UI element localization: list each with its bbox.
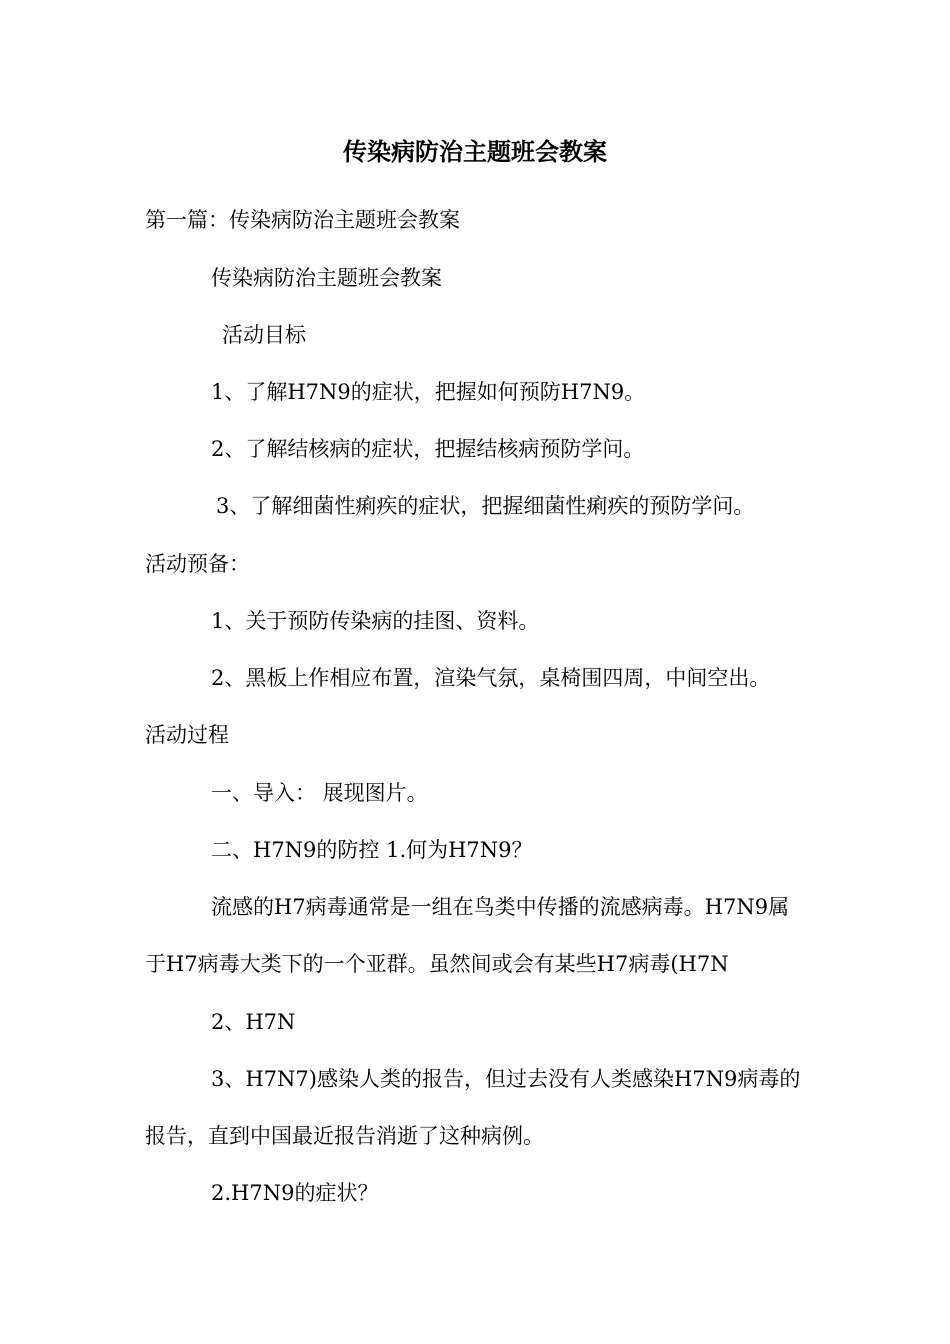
paragraph: 流感的H7病毒通常是一组在鸟类中传播的流感病毒。H7N9属 [211, 895, 790, 919]
paragraph-heading: 活动目标 [222, 323, 306, 347]
subtitle: 传染病防治主题班会教案 [211, 266, 442, 290]
paragraph: 2、黑板上作相应布置，渲染气氛，桌椅围四周，中间空出。 [211, 666, 771, 690]
paragraph: 2、H7N [211, 1010, 296, 1034]
paragraph: 二、H7N9的防控 1.何为H7N9？ [211, 838, 533, 862]
paragraph: 2.H7N9的症状？ [211, 1181, 379, 1205]
paragraph-continuation: 于H7病毒大类下的一个亚群。虽然间或会有某些H7病毒(H7N [145, 952, 729, 976]
document-title: 传染病防治主题班会教案 [343, 137, 607, 166]
paragraph-heading: 活动过程 [145, 723, 229, 747]
paragraph-continuation: 报告，直到中国最近报告消逝了这种病例。 [145, 1124, 544, 1148]
section-heading: 第一篇：传染病防治主题班会教案 [145, 208, 460, 232]
paragraph: 3、了解细菌性痢疾的症状，把握细菌性痢疾的预防学问。 [216, 494, 755, 518]
paragraph: 2、了解结核病的症状，把握结核病预防学问。 [211, 437, 645, 461]
paragraph: 3、H7N7)感染人类的报告，但过去没有人类感染H7N9病毒的 [211, 1067, 801, 1091]
paragraph: 1、关于预防传染病的挂图、资料。 [211, 609, 540, 633]
paragraph: 一、导入： 展现图片。 [211, 781, 428, 805]
paragraph-heading: 活动预备： [145, 552, 250, 576]
paragraph: 1、了解H7N9的症状，把握如何预防H7N9。 [211, 380, 646, 404]
